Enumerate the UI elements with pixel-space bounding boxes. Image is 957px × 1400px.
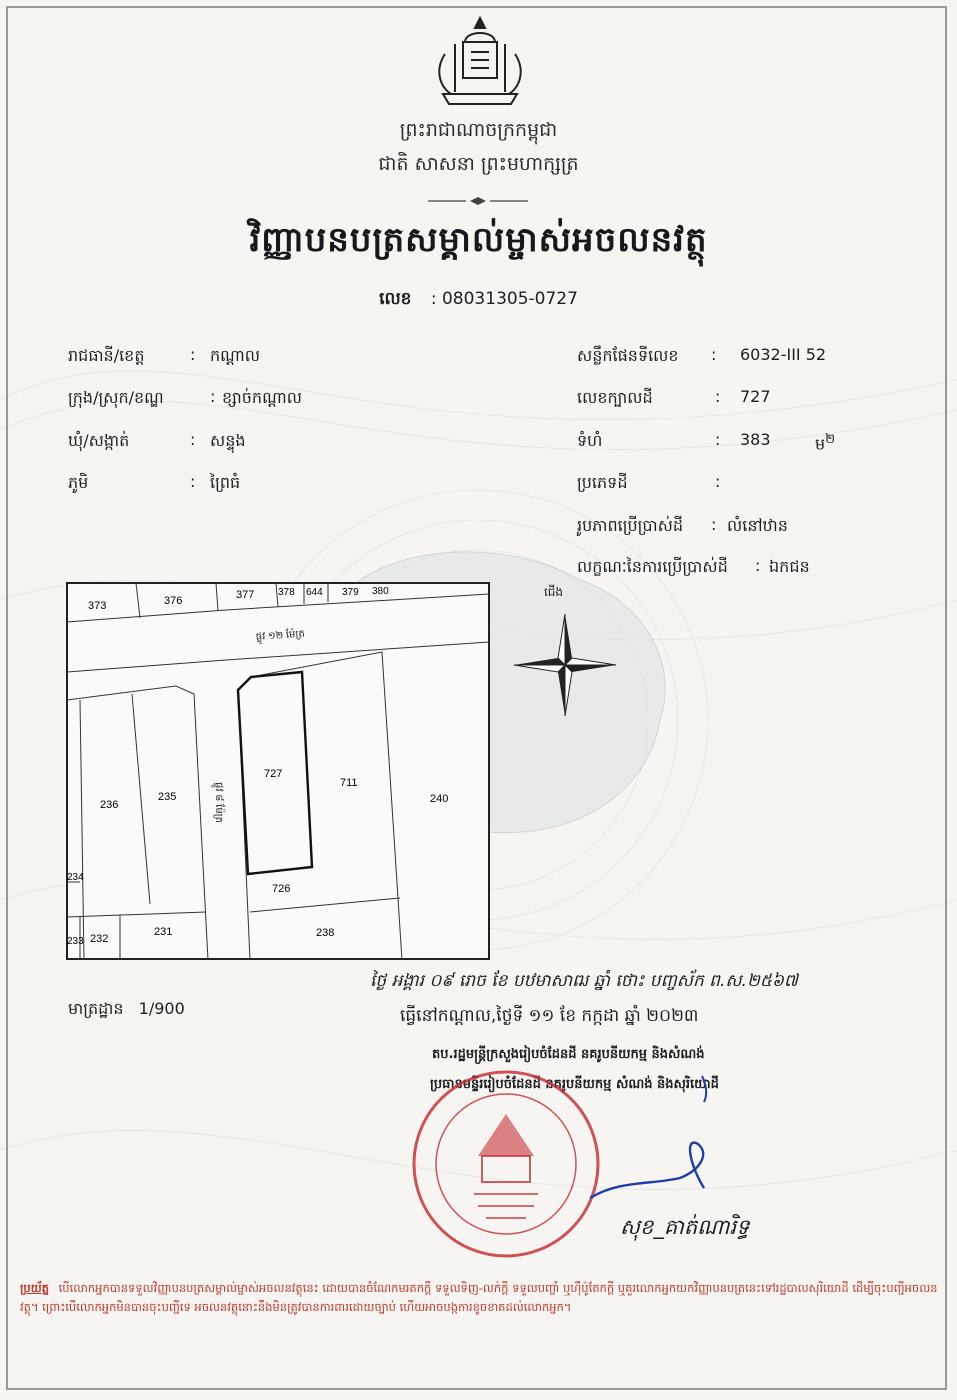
ornamental-divider-icon [426,196,530,206]
north-label: ជើង [544,585,564,599]
parcel-number: 238 [316,927,335,939]
parcel-number: 231 [154,926,173,938]
parcel-number: 644 [306,587,323,598]
scale-value: 1/900 [138,999,185,1018]
field-value: 6032-III 52 [740,345,827,364]
number-value: 08031305-0727 [441,289,578,309]
parcel-number: 380 [372,586,389,597]
area-unit-letter: ម [815,434,826,454]
field-label: រូបភាពប្រើប្រាស់ដី [577,516,684,535]
parcel-number: 379 [342,587,359,598]
national-motto: ជាតិ សាសនា ព្រះមហាក្សត្រ [378,153,579,175]
lunar-date: ថ្ងៃ អង្គារ ០៩ រោច ខែ បឋមាសាឍ ឆ្នាំ ថោះ បញ្ចស័ក ព.ស.២៥៦៧ [370,971,798,991]
parcel-number: 377 [236,589,255,601]
signing-authority: តប.រដ្ឋមន្ត្រីក្រសួងរៀបចំដែនដី នគរូបនីយកម្ម និងសំណង់ [432,1047,705,1062]
area-unit-superscript: ២ [825,432,836,447]
field-value: 383 [740,430,771,449]
kingdom-heading: ព្រះរាជាណាចក្រកម្ពុជា [399,119,558,141]
signing-department: ប្រធានមន្ទីររៀបចំដែនដី នគរូបនីយកម្ម សំណង់ និងសុរិយោដី [430,1077,719,1092]
royal-coat-of-arms-icon [425,14,535,109]
field-value: 727 [740,387,771,406]
field-label: ក្រុង/ស្រុក/ខណ្ឌ [68,388,164,407]
parcel-number: 235 [158,791,177,803]
field-separator: : [715,472,721,491]
issue-date: ធ្វើនៅកណ្តាល,ថ្ងៃទី ១១ ខែ កក្កដា ឆ្នាំ ២០២៣ [400,1006,699,1026]
field-separator: : [715,387,721,406]
field-label: រាជធានី/ខេត្ត [68,346,145,365]
parcel-number: 711 [340,777,358,789]
field-label: លក្ខណៈនៃការប្រើប្រាស់ដី [577,557,728,576]
parcel-number: 373 [88,600,107,612]
field-separator: : [190,472,196,491]
field-label: សន្លឹកផែនទីលេខ [577,346,679,365]
parcel-number: 378 [278,587,295,598]
parcel-number: 726 [272,883,291,895]
number-label: លេខ [379,289,412,309]
certificate-number [0,288,957,313]
area-unit [815,430,835,457]
cadastral-map [66,582,490,960]
field-value: ព្រៃធំ [210,473,241,492]
field-value: កណ្តាល [210,346,260,365]
field-value: ខ្សាច់កណ្តាល [222,388,302,407]
field-separator: : [711,345,717,364]
number-separator: : [430,289,437,309]
parcel-number: 232 [90,933,109,945]
field-separator: : [190,430,196,449]
map-scale [68,998,185,1022]
field-label: លេខក្បាលដី [577,388,653,407]
parcel-number: 234 [67,872,84,883]
parcel-number: 240 [430,793,449,805]
warning-label: ប្រយ័ត្ន [20,1281,49,1295]
signer-name: សុខ_គាត់ណារិទ្ធ [620,1215,750,1239]
field-separator: : [715,430,721,449]
parcel-number: 727 [264,768,283,780]
road-label: ផ្លូវ ១២ ម៉ែត្រ [255,628,306,643]
field-separator: : [210,387,216,406]
field-label: ភូមិ [68,473,89,492]
field-label: ប្រភេទដី [577,473,628,492]
scale-label: មាត្រដ្ឋាន [68,999,124,1018]
north-arrow-icon [512,612,618,718]
field-value: ឯកជន [769,557,810,576]
field-separator: : [190,345,196,364]
field-value: លំនៅឋាន [727,516,788,535]
warning-note [20,1279,938,1317]
handwritten-signature [580,1070,730,1220]
official-seal-stamp [408,1064,604,1264]
parcel-number: 376 [164,595,183,607]
parcel-number: 236 [100,799,119,811]
parcel-number: 233 [67,936,84,947]
field-separator: : [711,515,717,534]
certificate-title: វិញ្ញាបនបត្រសម្គាល់ម្ចាស់អចលនវត្ថុ [249,220,708,260]
field-value: សន្ទុង [210,431,246,450]
warning-text: បើលោកអ្នកបានទទួលវិញ្ញាបនបត្រសម្គាល់ម្ចាស់អចលនវត្ថុនេះ ដោយបានចំណែកមរតកក្តី ទទួលទិញ-លក់ក្តី ទទួលបញ្ចាំ ឬហ៊ីប៉ូតែកក្តី ឬគួរលោកអ្នកយកវិញ្ញាបនបត្រនេះទៅរដ្ឋបាលសុរិយោដី ដើម្បីចុះបញ្ជីអចលនវត្ថុ។ ព្រោះបើលោកអ្នកមិនបានចុះបញ្ជីទេ អចលនវត្ថុនោះនឹងមិនត្រូវបានការពារដោយច្បាប់ ហើយអាចបង្កការខូចខាតដល់លោកអ្នក។ [20,1281,938,1314]
field-label: ឃុំ/សង្កាត់ [68,431,130,450]
field-separator: : [755,556,761,575]
road-label: ផ្លូវ ៨ ម៉ែត្រ [213,782,224,824]
field-label: ទំហំ [577,431,603,450]
